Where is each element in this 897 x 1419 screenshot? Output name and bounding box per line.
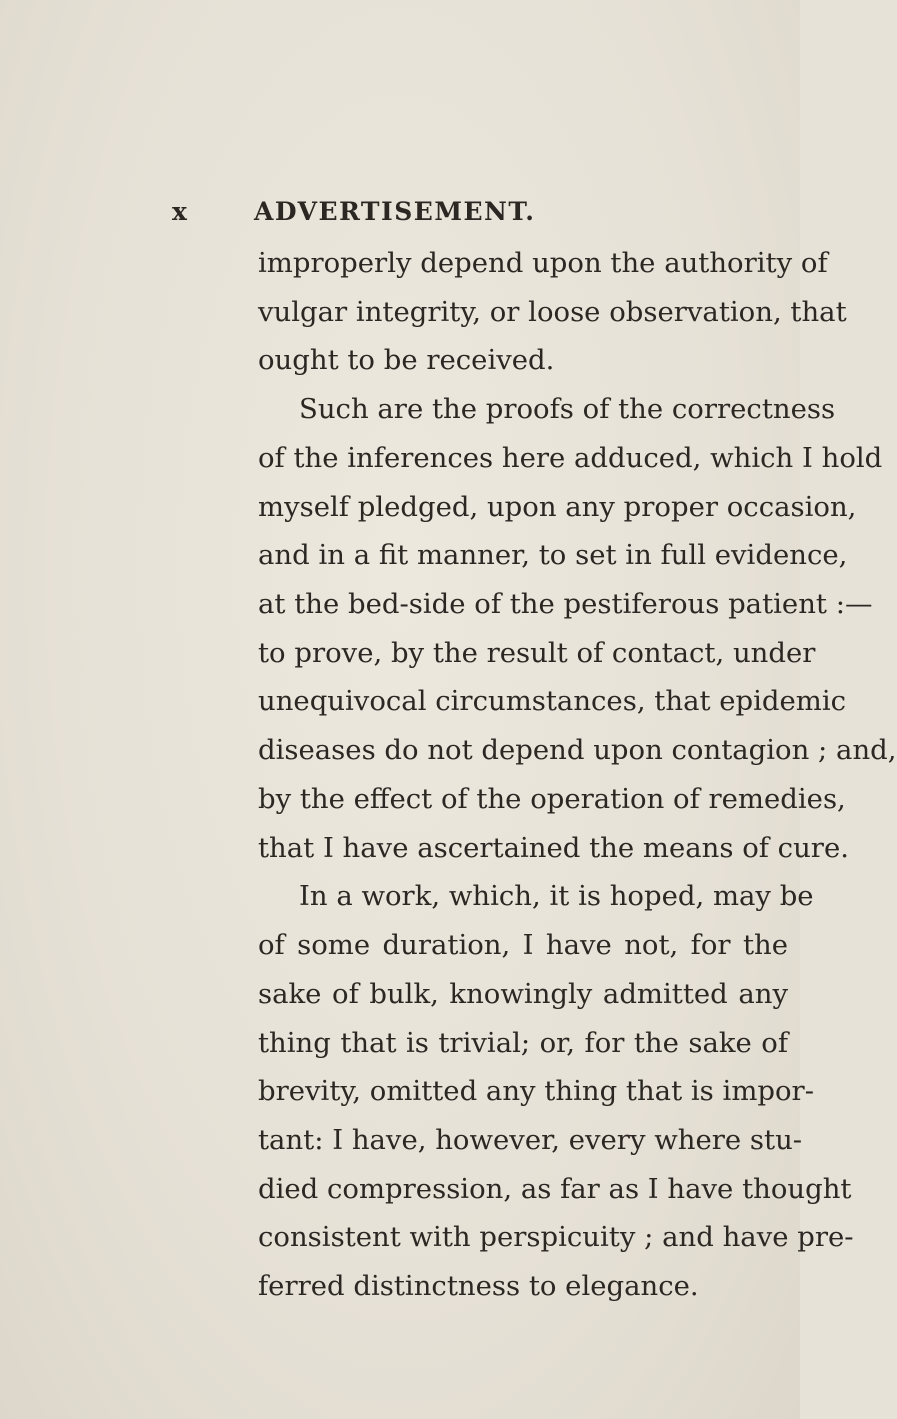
text-line: by the effect of the operation of remedies, [258, 782, 846, 815]
text-line: of the inferences here adduced, which I hold [258, 441, 883, 474]
text-line: ought to be received. [258, 344, 555, 377]
text-line: and in a fit manner, to set in full evidence, [258, 539, 848, 572]
page-header [172, 197, 732, 237]
text-line: diseases do not depend upon contagion ; and, [258, 734, 897, 767]
text-line: myself pledged, upon any proper occasion, [258, 490, 857, 523]
text-line: In a work, which, it is hoped, may be [299, 880, 814, 913]
text-line: to prove, by the result of contact, under [258, 636, 816, 669]
text-line: at the bed-side of the pestiferous patient :— [258, 588, 873, 621]
page-number: x [172, 197, 188, 226]
text-line: that I have ascertained the means of cure. [258, 831, 849, 864]
text-line: Such are the proofs of the correctness [299, 393, 836, 426]
text-line: vulgar integrity, or loose observation, that [258, 295, 847, 328]
text-line: died compression, as far as I have thought [258, 1172, 852, 1205]
text-line: thing that is trivial; or, for the sake of [258, 1026, 788, 1059]
text-line: tant: I have, however, every where stu- [258, 1123, 803, 1156]
text-line: ferred distinctness to elegance. [258, 1270, 699, 1303]
text-line: unequivocal circumstances, that epidemic [258, 685, 847, 718]
text-line: of some duration, I have not, for the [258, 929, 788, 962]
text-line: sake of bulk, knowingly admitted any [258, 977, 788, 1010]
text-line: improperly depend upon the authority of [258, 247, 828, 279]
text-line: consistent with perspicuity ; and have pre- [258, 1221, 854, 1254]
running-head: ADVERTISEMENT. [254, 197, 536, 226]
text-line: brevity, omitted any thing that is impor- [258, 1075, 814, 1108]
